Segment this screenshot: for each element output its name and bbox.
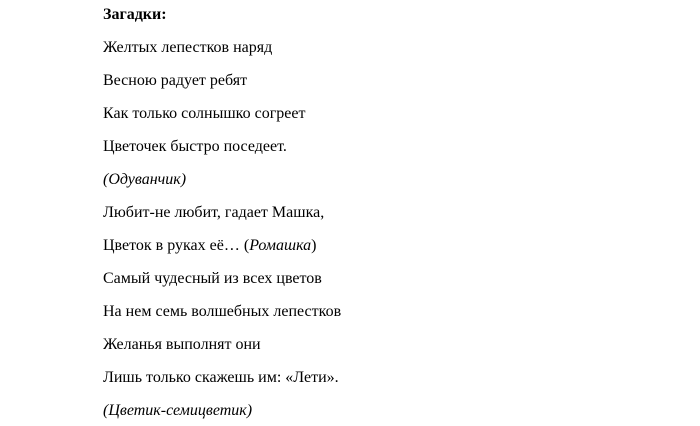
riddle2-open-paren: ( xyxy=(243,237,250,254)
riddle1-line3: Как только солнышко согреет xyxy=(103,105,306,122)
riddles-heading: Загадки: xyxy=(103,6,167,23)
riddle1-line1: Желтых лепестков наряд xyxy=(103,39,273,56)
riddle3-answer: (Цветик-семицветик) xyxy=(103,402,253,419)
riddle1-line2: Весною радует ребят xyxy=(103,72,248,89)
riddle2-close-paren: ) xyxy=(311,237,317,254)
riddle2-answer: Ромашка xyxy=(249,237,312,254)
riddle2-line2-text: Цветок в руках её… xyxy=(103,237,244,254)
riddle3-line3: Желанья выполнят они xyxy=(103,336,261,353)
riddle3-line1: Самый чудесный из всех цветов xyxy=(103,270,322,287)
riddle2-line1: Любит-не любит, гадает Машка, xyxy=(103,204,325,221)
riddle1-answer: (Одуванчик) xyxy=(103,171,187,188)
riddle3-line2: На нем семь волшебных лепестков xyxy=(103,303,342,320)
riddle3-line4: Лишь только скажешь им: «Лети». xyxy=(103,369,339,386)
riddle2-line2 xyxy=(103,236,316,256)
riddle1-line4: Цветочек быстро поседеет. xyxy=(103,138,287,155)
